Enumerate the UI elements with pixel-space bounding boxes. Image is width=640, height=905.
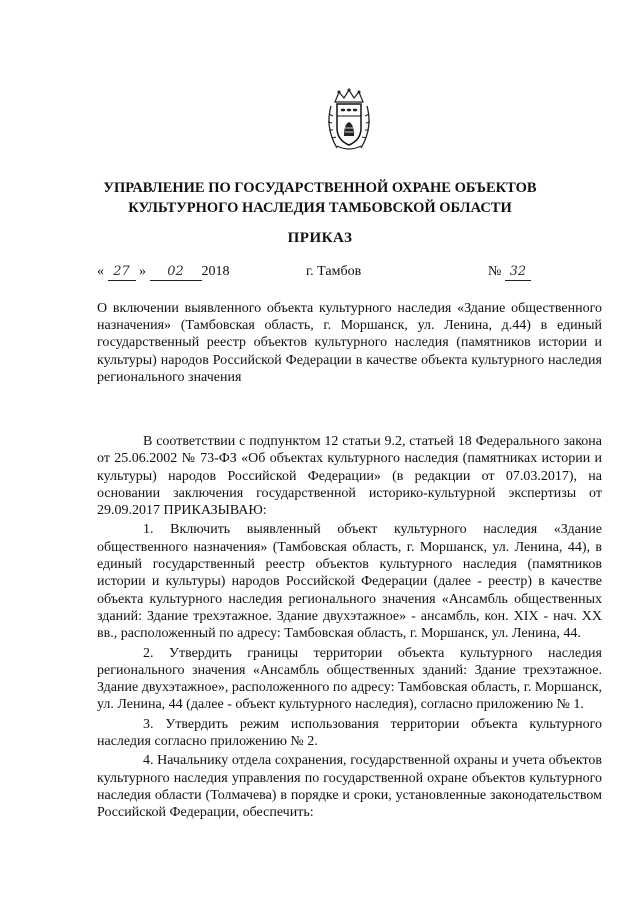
preamble-paragraph: В соответствии с подпунктом 12 статьи 9.2, статьей 18 Федерального закона от 25.06.2002 № 73-ФЗ «Об объектах культурного наследия (памятниках истории и культуры) народов Российской Федерации» (в редакции от 07.03.2017), на основании заключения государственной историко-культурной экспертизы от 29.09.2017 ПРИКАЗЫВАЮ: bbox=[97, 434, 602, 519]
document-city: г. Тамбов bbox=[306, 264, 362, 279]
order-item-3: 3. Утвердить режим использования территории объекта культурного наследия согласно приложению № 2. bbox=[97, 716, 602, 750]
number-value: 32 bbox=[505, 264, 531, 281]
number-label: № bbox=[488, 264, 502, 279]
order-item-2: 2. Утвердить границы территории объекта культурного наследия регионального значения «Ансамбль общественных зданий: Здание трехэтажное. Здание двухэтажное», расположенного по адресу: Тамбовская область, г. Моршанск, ул. Ленина, 44 (далее - объект культурного наследия), согласно приложению № 1. bbox=[97, 645, 602, 713]
document-type-title: ПРИКАЗ bbox=[287, 230, 353, 246]
date-quote-open: « bbox=[97, 264, 104, 279]
coat-of-arms-emblem bbox=[325, 88, 373, 154]
document-subject: О включении выявленного объекта культурного наследия «Здание общественного назначения» (Тамбовская область, г. Моршанск, ул. Ленина, д.44) в единый государственный реестр объектов культурного наследия (памятников истории и культуры) народов Российской Федерации в качестве объекта культурного наследия регионального значения bbox=[97, 301, 602, 385]
date-month: 02 bbox=[150, 264, 202, 281]
date-day: 27 bbox=[108, 264, 136, 281]
order-item-1: 1. Включить выявленный объект культурного наследия «Здание общественного назначения» (Тамбовская область, г. Моршанск, ул. Ленина, 44), в единый государственный реестр объектов культурного наследия (памятников истории и культуры) народов Российской Федерации (далее - реестр) в качестве объекта культурного наследия регионального значения «Ансамбль общественных зданий: Здание трехэтажное. Здание двухэтажное» - ансамбль, кон. XIX - нач. XX вв., расположенный по адресу: Тамбовская область, г. Моршанск, ул. Ленина, 44. bbox=[97, 522, 602, 642]
document-body bbox=[97, 433, 602, 822]
order-item-4: 4. Начальнику отдела сохранения, государственной охраны и учета объектов культурного наследия управления по государственной охране объектов культурного наследия области (Толмачева) в порядке и сроки, установленные законодательством Российской Федерации, обеспечить: bbox=[97, 753, 602, 821]
document-date bbox=[97, 264, 230, 281]
organization-name: УПРАВЛЕНИЕ ПО ГОСУДАРСТВЕННОЙ ОХРАНЕ ОБЪЕКТОВ КУЛЬТУРНОГО НАСЛЕДИЯ ТАМБОВСКОЙ ОБЛАСТИ bbox=[103, 180, 537, 216]
date-quote-close: » bbox=[139, 264, 146, 279]
document-number bbox=[488, 264, 531, 281]
date-year: 2018 bbox=[201, 264, 230, 279]
